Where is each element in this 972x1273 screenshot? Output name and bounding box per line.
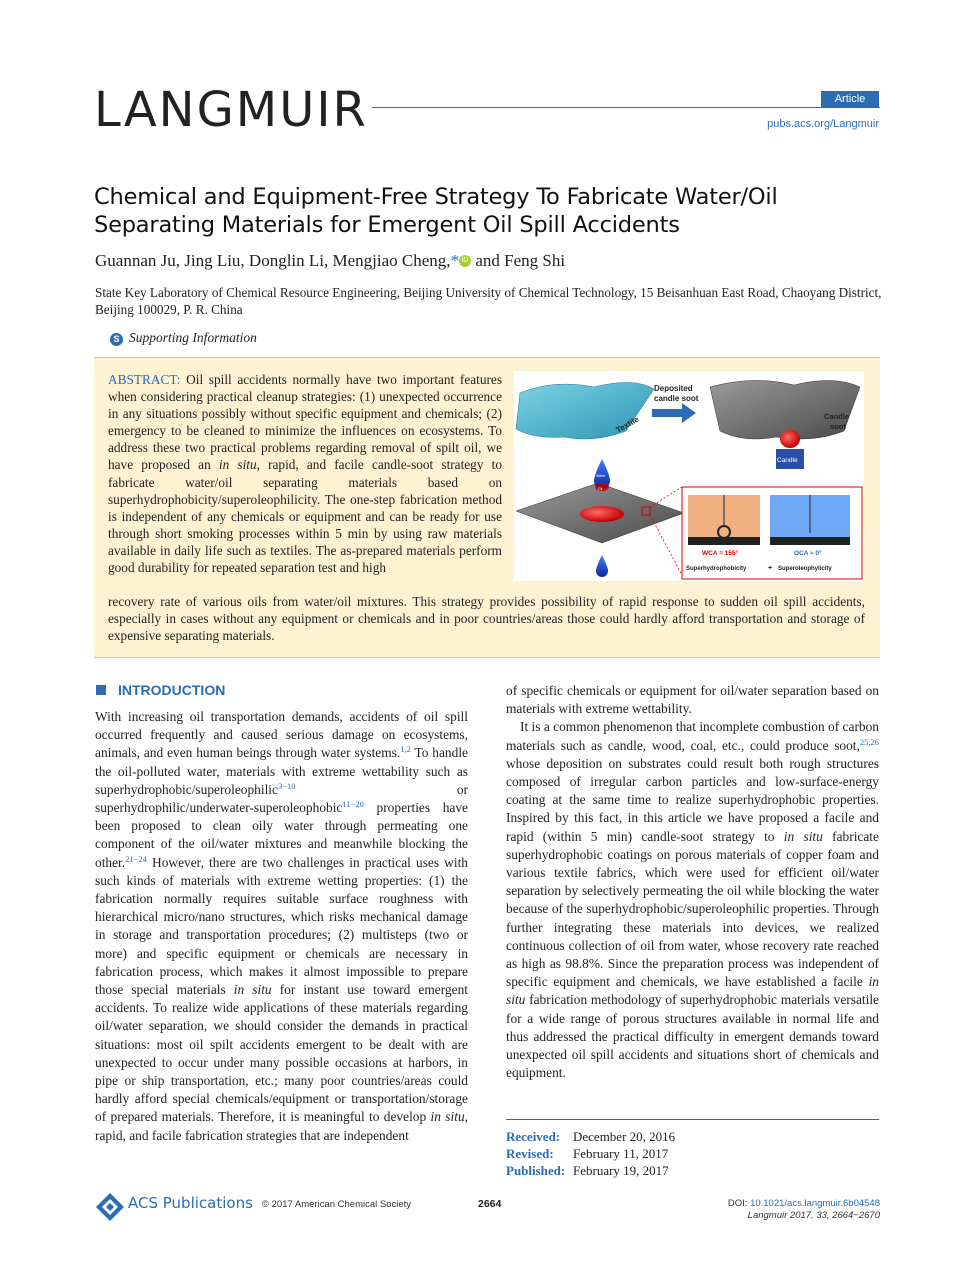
- date-revised: [506, 1145, 675, 1162]
- date-published: [506, 1162, 675, 1179]
- citation-ref[interactable]: 21−24: [125, 853, 147, 864]
- publication-dates: [506, 1128, 675, 1180]
- italic-run: in situ: [783, 828, 823, 844]
- oil-droplet: [580, 506, 624, 522]
- text-run: , rapid, and facile fabrication strategies that are independent: [95, 1109, 468, 1143]
- header-rule: [372, 107, 880, 108]
- abstract-text: [108, 371, 502, 576]
- text-run: With increasing oil transportation demands, accidents of oil spill occurred frequently and caused serious damage on ecosystems, animals, and even human beings through water systems.: [95, 709, 468, 761]
- italic-run: in situ: [430, 1109, 465, 1125]
- date-label: Received:: [506, 1129, 561, 1144]
- citation-ref[interactable]: 11−20: [342, 799, 364, 810]
- arrow-icon: [652, 403, 696, 423]
- supporting-info-label: Supporting Information: [129, 330, 257, 345]
- toc-candle-soot-label2: soot: [830, 422, 846, 431]
- journal-title: LANGMUIR: [94, 82, 368, 138]
- date-value: February 19, 2017: [573, 1163, 669, 1179]
- flame-icon: [780, 430, 800, 448]
- text-run: It is a common phenomenon that incomplete combustion of carbon materials such as candle, wood, coal, etc., could produce soot,: [506, 719, 879, 753]
- toc-plus: +: [768, 565, 773, 572]
- date-value: February 11, 2017: [573, 1146, 669, 1162]
- orcid-icon[interactable]: iD: [459, 255, 471, 267]
- text-run: To handle the oil-polluted water, materials with extreme wettability such as superhydrophobic/superoleophilic: [95, 745, 468, 797]
- toc-candle-soot-label: Candle: [824, 412, 850, 421]
- wca-substrate: [688, 537, 760, 545]
- abstract-part1: Oil spill accidents normally have two important features when considering practical cleanup strategies: (1) unexpected occurrence in any situations possibly without specific equipment and chemicals; (2) emergency to be cleaned to minimize the influences on ecosystems. To address these two practical problems regarding removal of spilt oil, we have proposed an: [108, 372, 503, 473]
- toc-textile-label: Textile: [614, 414, 641, 435]
- toc-graphic: [514, 371, 864, 581]
- intro-paragraph-1-continued: of specific chemicals or equipment for oil/water separation based on materials with extreme wettability.: [506, 683, 879, 717]
- date-label: Published:: [506, 1163, 566, 1179]
- date-value: December 20, 2016: [573, 1129, 676, 1144]
- toc-deposited-label: Deposited: [654, 384, 693, 393]
- citation: Langmuir 2017, 33, 2664−2670: [747, 1210, 880, 1221]
- journal-url-link[interactable]: pubs.acs.org/Langmuir: [767, 118, 879, 130]
- introduction-heading: INTRODUCTION: [118, 682, 226, 698]
- article-type-badge: Article: [821, 91, 879, 107]
- corresponding-author-star[interactable]: *: [450, 251, 460, 270]
- toc-water-label: Water: [596, 474, 606, 478]
- intro-paragraph-2: [506, 718, 879, 1082]
- doi-block: [728, 1198, 880, 1222]
- abstract-text-continued: recovery rate of various oils from water/oil mixtures. This strategy provides possibility of rapid response to sudden oil spill accidents, especially in cases without any equipment or chemicals and in poor countries/areas those could hardly afford transportation and storage of expensive separating materials.: [108, 594, 865, 644]
- text-run: properties have been proposed to clean oily water through permeating one component of the oil/water mixtures and meanwhile blocking the other.: [95, 800, 468, 870]
- toc-superoleophilicity: Superoleophylicity: [778, 566, 832, 572]
- copyright: © 2017 American Chemical Society: [262, 1199, 412, 1210]
- acs-publications-label[interactable]: ACS Publications: [128, 1194, 253, 1212]
- intro-right-column: [506, 682, 879, 1082]
- text-run: However, there are two challenges in practical uses with such kinds of materials with extreme wetting properties: (1) the fabrication normally requires suitable surface roughness with hierarchical micro/nano structures, which risks mechanical damage in storage and transportation procedures; (2) multisteps (two or more) and specific equipment or chemicals are necessary in fabrication process, which makes it almost impossible to prepare those special materials: [95, 854, 468, 998]
- abstract-italic: in situ: [218, 457, 257, 473]
- toc-wca-label: WCA = 155°: [702, 550, 739, 557]
- section-heading-introduction: [96, 682, 225, 698]
- text-run: fabricate superhydrophobic coatings on porous materials of copper foam and various textile fabrics, which were used for efficient oil/water separation by selectively permeating the oil while blocking the water because of the superhydrophobic/superoleophilic properties. Through further integrating these materials into devices, we realized continuous collection of oil from water, whose recovery rate reached as high as 98.8%. Since the preparation process was independent of specific equipment and chemicals, we have established a facile: [506, 828, 879, 990]
- supporting-info-icon: S: [110, 333, 123, 346]
- toc-oil-label: Oil: [598, 487, 603, 491]
- text-run: or superhydrophilic/underwater-superoleophobic: [95, 781, 468, 816]
- toc-candle-soot-arrow: candle soot: [654, 394, 699, 403]
- author-names[interactable]: Guannan Ju, Jing Liu, Donglin Li, Mengjiao Cheng,: [95, 251, 451, 270]
- page-number: 2664: [478, 1198, 502, 1210]
- article-title: Chemical and Equipment-Free Strategy To Fabricate Water/Oil Separating Materials for Emergent Oil Spill Accidents: [94, 184, 778, 238]
- italic-run: in situ: [233, 982, 272, 998]
- affiliation: State Key Laboratory of Chemical Resource Engineering, Beijing University of Chemical Technology, 15 Beisanhuan East Road, Chaoyang District, Beijing 100029, P. R. China: [95, 285, 882, 317]
- zoom-line-top: [650, 487, 682, 507]
- toc-superhydrophobicity: Superhydrophobicity: [686, 566, 747, 572]
- citation-ref[interactable]: 25,26: [859, 736, 879, 747]
- citation-ref[interactable]: 1,2: [400, 744, 411, 755]
- text-run: for instant use toward emergent accidents. To realize wide applications of these materials regarding oil/water separation, we should consider the demands in practical situations: most oil spilt accidents emergent to be dealt with are unexpected to occur under many possible occasions at harbors, in pipe or ship transportation, etc.; many poor countries/areas could hardly afford special chemicals/equipment or transportation/storage of prepared materials. Therefore, it is meaningful to develop: [95, 982, 468, 1125]
- acs-logo-icon[interactable]: [95, 1192, 125, 1222]
- intro-left-column: [95, 708, 468, 1145]
- intro-paragraph-1: [95, 708, 468, 1145]
- section-square-icon: [96, 685, 106, 695]
- zoom-line-bottom: [650, 515, 682, 575]
- date-label: Revised:: [506, 1146, 554, 1162]
- abstract-label: ABSTRACT:: [108, 372, 181, 387]
- abstract-part2: , rapid, and facile candle-soot strategy to fabricate water/oil separating materials based on superhydrophobicity/superoleophilicity. The one-step fabrication method is independent of any chemicals or equipment and can be ready for use through short smoking processes within 5 min by using raw materials available in daily life such as textiles. The as-prepared materials perform good durability for repeated separation test and high: [108, 457, 502, 576]
- doi-prefix: DOI:: [727, 1198, 751, 1209]
- supporting-information-link[interactable]: [110, 330, 257, 346]
- water-drop-bottom: [596, 555, 608, 577]
- dates-rule: [506, 1119, 879, 1120]
- italic-run: in situ: [506, 974, 879, 1008]
- author-list: [95, 251, 565, 271]
- doi-link[interactable]: 10.1021/acs.langmuir.6b04548: [750, 1198, 880, 1209]
- text-run: fabrication methodology of superhydrophobic materials versatile for a wide range of porous structures available in normal life and thus addressed the practical difficulty in emergent demands toward unexpected oil spill accidents and situations short of chemicals and equipment.: [506, 992, 879, 1081]
- textile-fabric: [516, 382, 654, 439]
- citation-ref[interactable]: 3−10: [277, 780, 296, 791]
- toc-oca-label: OCA ≈ 0°: [794, 550, 822, 557]
- author-last[interactable]: and Feng Shi: [475, 251, 566, 270]
- text-run: whose deposition on substrates could result both rough structures composed of irregular carbon particles and low-surface-energy coating at the same time to realize superhydrophobic properties. Inspired by this fact, in this article we have proposed a facile and rapid (within 5 min) candle-soot strategy to: [506, 755, 879, 844]
- oca-substrate: [770, 537, 850, 545]
- toc-candle-label: Candle: [777, 457, 798, 464]
- date-received: [506, 1128, 675, 1145]
